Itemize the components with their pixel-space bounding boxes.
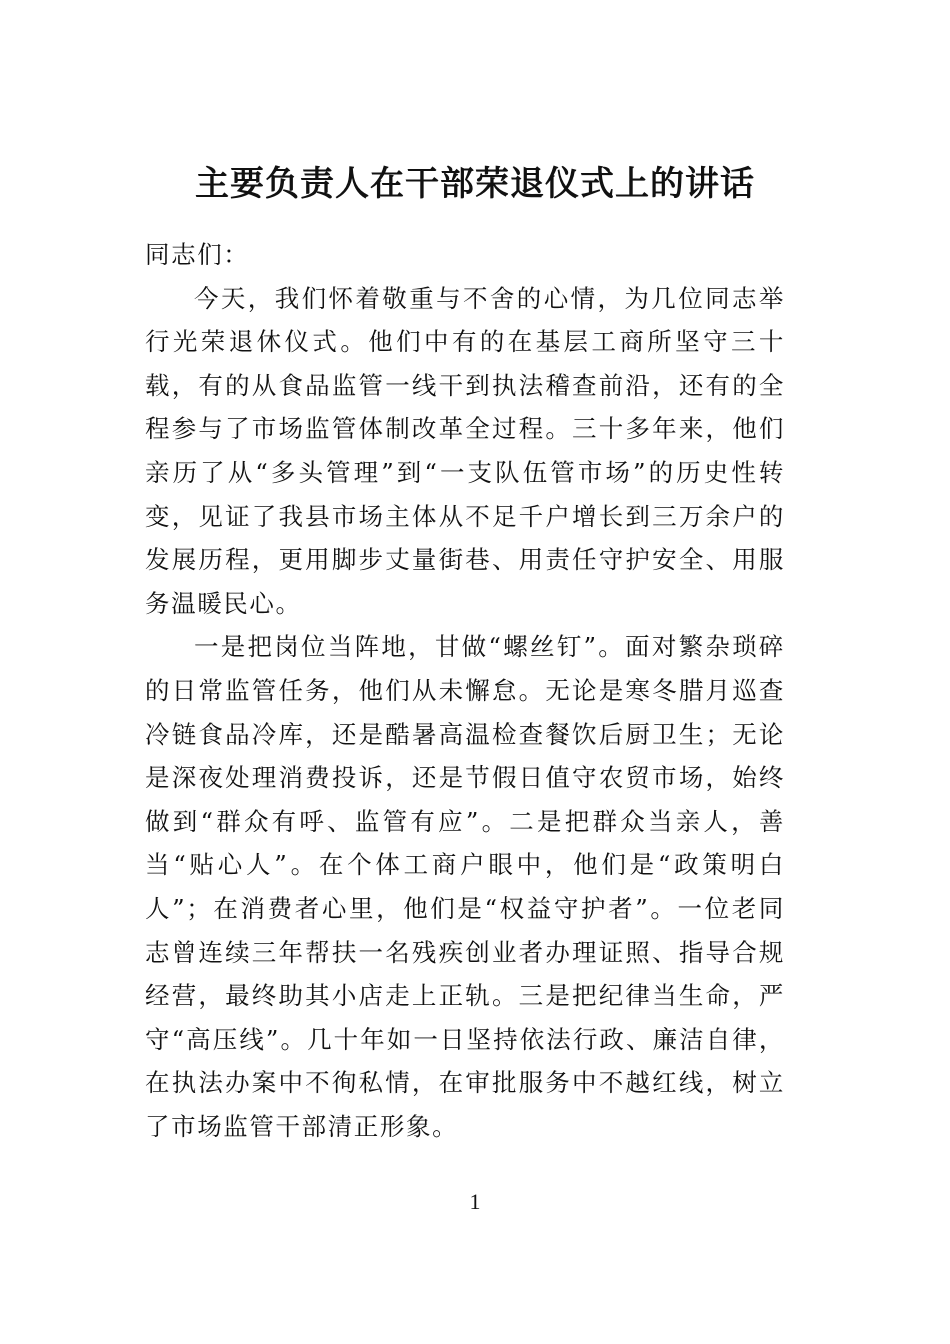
paragraph-merits: 一是把岗位当阵地，甘做“螺丝钉”。面对繁杂琐碎的日常监管任务，他们从未懈怠。无论是寒冬腊月巡查冷链食品冷库，还是酷暑高温检查餐饮后厨卫生；无论是深夜处理消费投诉，还是节假日值守农贸市场，始终做到“群众有呼、监管有应”。二是把群众当亲人，善当“贴心人”。在个体工商户眼中，他们是“政策明白人”；在消费者心里，他们是“权益守护者”。一位老同志曾连续三年帮扶一名残疾创业者办理证照、指导合规经营，最终助其小店走上正轨。三是把纪律当生命，严守“高压线”。几十年如一日坚持依法行政、廉洁自律，在执法办案中不徇私情，在审批服务中不越红线，树立了市场监管干部清正形象。 [145,632,785,1141]
paragraph-intro: 今天，我们怀着敬重与不舍的心情，为几位同志举行光荣退休仪式。他们中有的在基层工商所坚守三十载，有的从食品监管一线干到执法稽查前沿，还有的全程参与了市场监管体制改革全过程。三十多年来，他们亲历了从“多头管理”到“一支队伍管市场”的历史性转变，见证了我县市场主体从不足千户增长到三万余户的发展历程，更用脚步丈量街巷、用责任守护安全、用服务温暖民心。 [145,283,785,618]
salutation: 同志们： [145,240,250,269]
document-body [145,233,785,1148]
page-number: 1 [469,1189,481,1214]
document-title: 主要负责人在干部荣退仪式上的讲话 [195,164,755,204]
